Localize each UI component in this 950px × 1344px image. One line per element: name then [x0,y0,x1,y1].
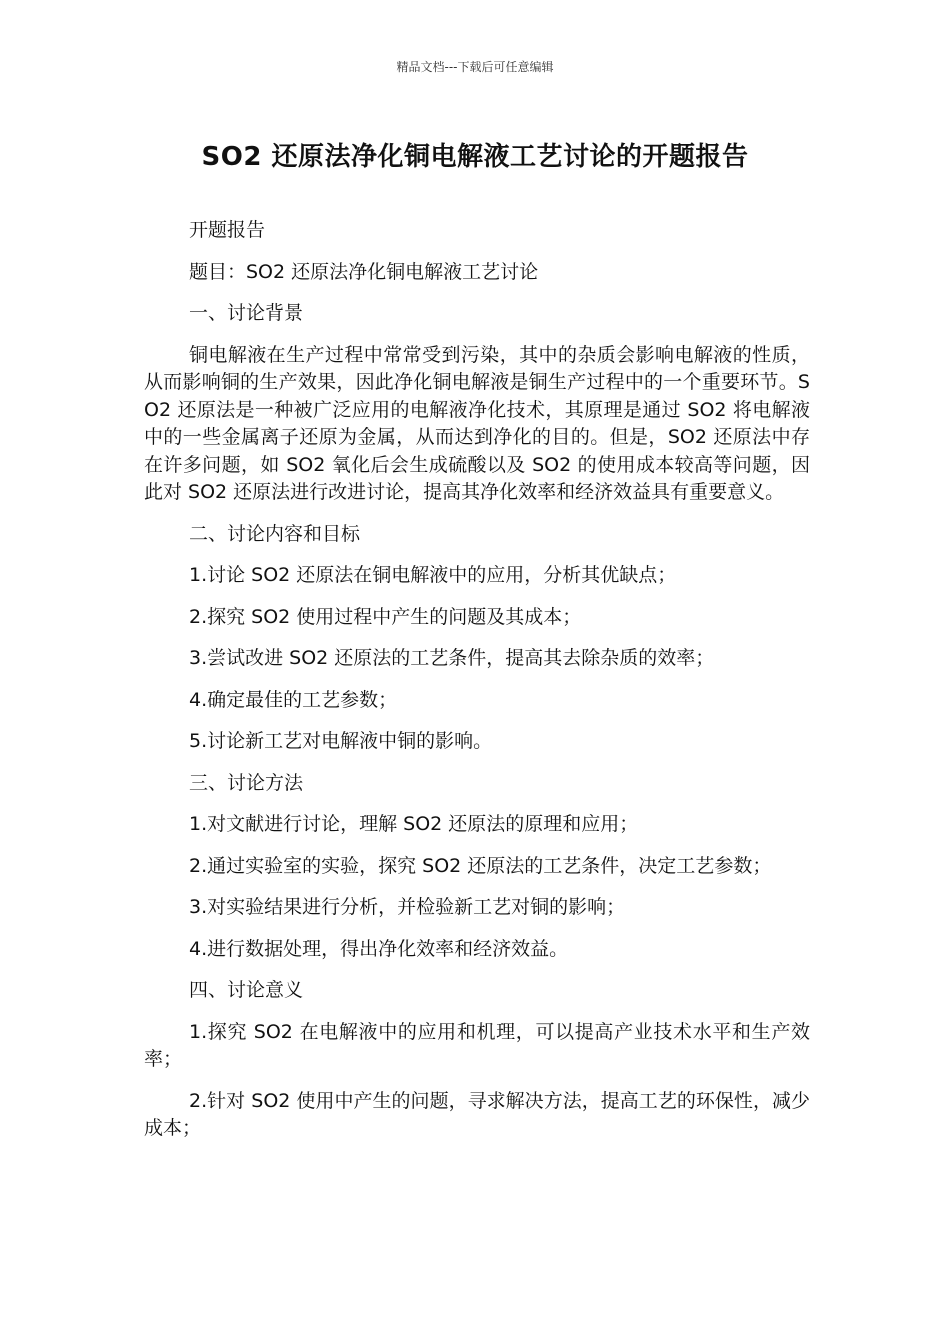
page-header-note: 精品文档---下载后可任意编辑 [396,60,554,74]
goal-item: 3.尝试改进 SO2 还原法的工艺条件，提高其去除杂质的效率； [189,647,715,669]
label-topic: 题目：SO2 还原法净化铜电解液工艺讨论 [189,260,539,283]
method-item: 2.通过实验室的实验，探究 SO2 还原法的工艺条件，决定工艺参数； [189,854,772,877]
background-paragraph: 铜电解液在生产过程中常常受到污染，其中的杂质会影响电解液的性质，从而影响铜的生产效果，因此净化铜电解液是铜生产过程中的一个重要环节。SO2 还原法是一种被广泛应用的电解液净化技术，其原理是通过 SO2 将电解液中的一些金属离子还原为金属，从而达到净化的目的。但是，SO2 还原法中存在许多问题，如 SO2 氧化后会生成硫酸以及 SO2 的使用成本较高等问题，因此对 SO2 还原法进行改进讨论，提高其净化效率和经济效益具有重要意义。 [144,343,810,503]
goal-item: 2.探究 SO2 使用过程中产生的问题及其成本； [189,605,582,628]
goal-item: 5.讨论新工艺对电解液中铜的影响。 [189,730,493,752]
section-heading-content-goals: 二、讨论内容和目标 [189,522,361,545]
document-title: SO2 还原法净化铜电解液工艺讨论的开题报告 [201,142,749,172]
section-heading-methods: 三、讨论方法 [189,771,304,794]
significance-item: 2.针对 SO2 使用中产生的问题，寻求解决方法，提高工艺的环保性，减少成本； [144,1089,810,1139]
section-heading-significance: 四、讨论意义 [189,979,304,1001]
section-heading-background: 一、讨论背景 [189,302,304,324]
goal-item: 1.讨论 SO2 还原法在铜电解液中的应用，分析其优缺点； [189,564,677,586]
goal-item: 4.确定最佳的工艺参数； [189,688,398,711]
significance-item: 1.探究 SO2 在电解液中的应用和机理，可以提高产业技术水平和生产效率； [144,1020,810,1070]
method-item: 3.对实验结果进行分析，并检验新工艺对铜的影响； [189,896,626,918]
label-report: 开题报告 [189,219,266,241]
document-body [144,217,810,1157]
method-item: 4.进行数据处理，得出净化效率和经济效益。 [189,937,569,960]
method-item: 1.对文献进行讨论，理解 SO2 还原法的原理和应用； [189,813,639,835]
